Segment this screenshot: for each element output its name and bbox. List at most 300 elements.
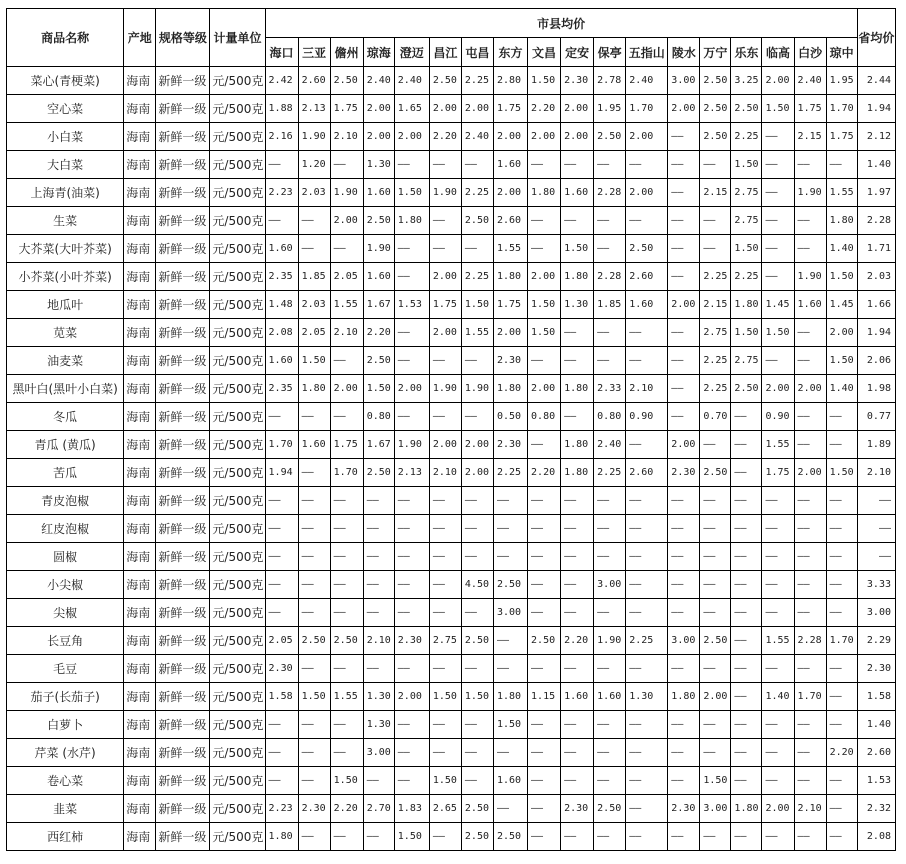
- city-price-cell: ——: [594, 515, 626, 543]
- city-price-cell: ——: [668, 543, 700, 571]
- city-price-cell: ——: [794, 207, 826, 235]
- city-price-cell: 2.50: [731, 95, 762, 123]
- city-price-cell: 2.20: [826, 739, 857, 767]
- city-price-cell: ——: [561, 207, 594, 235]
- province-average-cell: 1.89: [857, 431, 895, 459]
- unit-cell: 元/500克: [210, 571, 265, 599]
- city-price-cell: ——: [626, 599, 668, 627]
- city-price-cell: 2.25: [461, 263, 493, 291]
- header-city: 文昌: [528, 38, 561, 67]
- origin-cell: 海南: [124, 627, 156, 655]
- city-price-cell: ——: [461, 711, 493, 739]
- city-price-cell: ——: [762, 179, 794, 207]
- city-price-cell: ——: [668, 599, 700, 627]
- city-price-cell: ——: [429, 823, 461, 851]
- city-price-cell: 2.40: [794, 67, 826, 95]
- city-price-cell: ——: [731, 431, 762, 459]
- city-price-cell: ——: [561, 515, 594, 543]
- city-price-cell: 2.25: [461, 67, 493, 95]
- city-price-cell: ——: [594, 235, 626, 263]
- city-price-cell: ——: [298, 599, 330, 627]
- city-price-cell: 2.50: [461, 207, 493, 235]
- city-price-cell: 2.10: [626, 375, 668, 403]
- city-price-cell: 2.30: [394, 627, 429, 655]
- city-price-cell: 1.50: [731, 319, 762, 347]
- city-price-cell: 2.25: [731, 263, 762, 291]
- city-price-cell: 1.80: [528, 179, 561, 207]
- city-price-cell: 1.67: [363, 431, 394, 459]
- city-price-cell: ——: [826, 151, 857, 179]
- province-average-cell: 1.98: [857, 375, 895, 403]
- city-price-cell: ——: [794, 347, 826, 375]
- city-price-cell: 2.50: [363, 459, 394, 487]
- city-price-cell: 2.20: [528, 459, 561, 487]
- city-price-cell: 1.55: [330, 291, 363, 319]
- city-price-cell: ——: [700, 151, 731, 179]
- origin-cell: 海南: [124, 459, 156, 487]
- grade-cell: 新鲜一级: [156, 123, 210, 151]
- city-price-cell: ——: [298, 515, 330, 543]
- grade-cell: 新鲜一级: [156, 319, 210, 347]
- city-price-cell: ——: [700, 599, 731, 627]
- city-price-cell: 1.70: [826, 95, 857, 123]
- table-row: [7, 767, 896, 795]
- table-row: [7, 571, 896, 599]
- city-price-cell: ——: [561, 739, 594, 767]
- unit-cell: 元/500克: [210, 95, 265, 123]
- city-price-cell: 1.60: [265, 235, 298, 263]
- unit-cell: 元/500克: [210, 67, 265, 95]
- city-price-cell: 1.65: [394, 95, 429, 123]
- city-price-cell: ——: [700, 487, 731, 515]
- header-city: 屯昌: [461, 38, 493, 67]
- city-price-cell: 2.50: [330, 627, 363, 655]
- unit-cell: 元/500克: [210, 487, 265, 515]
- city-price-cell: 1.90: [330, 179, 363, 207]
- city-price-cell: 2.00: [528, 375, 561, 403]
- city-price-cell: 2.10: [429, 459, 461, 487]
- city-price-cell: ——: [363, 487, 394, 515]
- product-name-cell: 圆椒: [7, 543, 124, 571]
- city-price-cell: ——: [265, 403, 298, 431]
- city-price-cell: 1.90: [363, 235, 394, 263]
- city-price-cell: 1.50: [826, 459, 857, 487]
- city-price-cell: 1.80: [394, 207, 429, 235]
- origin-cell: 海南: [124, 683, 156, 711]
- city-price-cell: ——: [626, 431, 668, 459]
- unit-cell: 元/500克: [210, 291, 265, 319]
- city-price-cell: 0.90: [762, 403, 794, 431]
- province-average-cell: 2.32: [857, 795, 895, 823]
- city-price-cell: ——: [626, 543, 668, 571]
- city-price-cell: ——: [394, 319, 429, 347]
- city-price-cell: 2.40: [394, 67, 429, 95]
- city-price-cell: 1.83: [394, 795, 429, 823]
- city-price-cell: ——: [528, 599, 561, 627]
- grade-cell: 新鲜一级: [156, 207, 210, 235]
- city-price-cell: 2.15: [700, 179, 731, 207]
- city-price-cell: 1.75: [330, 431, 363, 459]
- city-price-cell: ——: [826, 823, 857, 851]
- unit-cell: 元/500克: [210, 627, 265, 655]
- province-average-cell: 1.53: [857, 767, 895, 795]
- city-price-cell: ——: [731, 683, 762, 711]
- city-price-cell: ——: [626, 711, 668, 739]
- city-price-cell: ——: [794, 151, 826, 179]
- header-unit: 计量单位: [210, 9, 265, 67]
- origin-cell: 海南: [124, 515, 156, 543]
- city-price-cell: ——: [700, 543, 731, 571]
- city-price-cell: ——: [826, 711, 857, 739]
- city-price-cell: 2.03: [298, 179, 330, 207]
- product-name-cell: 大白菜: [7, 151, 124, 179]
- city-price-cell: ——: [731, 627, 762, 655]
- city-price-cell: 1.53: [394, 291, 429, 319]
- origin-cell: 海南: [124, 123, 156, 151]
- city-price-cell: ——: [429, 599, 461, 627]
- city-price-cell: ——: [330, 151, 363, 179]
- city-price-cell: ——: [626, 207, 668, 235]
- header-city: 海口: [265, 38, 298, 67]
- city-price-cell: ——: [461, 515, 493, 543]
- city-price-cell: 1.50: [731, 235, 762, 263]
- city-price-cell: 1.30: [561, 291, 594, 319]
- city-price-cell: ——: [700, 235, 731, 263]
- city-price-cell: 2.50: [594, 795, 626, 823]
- grade-cell: 新鲜一级: [156, 235, 210, 263]
- city-price-cell: 2.50: [731, 375, 762, 403]
- city-price-cell: ——: [594, 319, 626, 347]
- city-price-cell: 1.90: [594, 627, 626, 655]
- unit-cell: 元/500克: [210, 263, 265, 291]
- city-price-cell: ——: [363, 823, 394, 851]
- table-row: [7, 347, 896, 375]
- grade-cell: 新鲜一级: [156, 823, 210, 851]
- city-price-cell: 0.80: [363, 403, 394, 431]
- province-average-cell: 1.40: [857, 711, 895, 739]
- province-average-cell: 2.60: [857, 739, 895, 767]
- city-price-cell: 1.88: [265, 95, 298, 123]
- city-price-cell: ——: [762, 235, 794, 263]
- city-price-cell: ——: [429, 347, 461, 375]
- origin-cell: 海南: [124, 375, 156, 403]
- city-price-cell: ——: [794, 543, 826, 571]
- city-price-cell: 2.25: [626, 627, 668, 655]
- city-price-cell: 2.00: [394, 123, 429, 151]
- city-price-cell: 2.75: [700, 319, 731, 347]
- city-price-cell: ——: [528, 515, 561, 543]
- city-price-cell: ——: [493, 515, 527, 543]
- city-price-cell: 2.00: [528, 123, 561, 151]
- header-city: 临高: [762, 38, 794, 67]
- product-name-cell: 生菜: [7, 207, 124, 235]
- city-price-cell: 2.00: [429, 319, 461, 347]
- unit-cell: 元/500克: [210, 235, 265, 263]
- city-price-cell: ——: [794, 515, 826, 543]
- grade-cell: 新鲜一级: [156, 487, 210, 515]
- city-price-cell: ——: [794, 767, 826, 795]
- table-row: [7, 599, 896, 627]
- city-price-cell: 3.00: [700, 795, 731, 823]
- province-average-cell: 2.03: [857, 263, 895, 291]
- city-price-cell: 1.95: [594, 95, 626, 123]
- city-price-cell: 2.65: [429, 795, 461, 823]
- province-average-cell: 1.94: [857, 95, 895, 123]
- city-price-cell: 1.40: [826, 235, 857, 263]
- city-price-cell: 2.60: [298, 67, 330, 95]
- city-price-cell: ——: [826, 543, 857, 571]
- city-price-cell: ——: [826, 515, 857, 543]
- city-price-cell: 2.28: [794, 627, 826, 655]
- city-price-cell: ——: [330, 599, 363, 627]
- city-price-cell: ——: [626, 515, 668, 543]
- city-price-cell: ——: [493, 739, 527, 767]
- city-price-cell: 2.25: [461, 179, 493, 207]
- city-price-cell: 3.00: [594, 571, 626, 599]
- origin-cell: 海南: [124, 543, 156, 571]
- grade-cell: 新鲜一级: [156, 459, 210, 487]
- city-price-cell: ——: [394, 487, 429, 515]
- city-price-cell: 1.45: [762, 291, 794, 319]
- city-price-cell: 2.00: [626, 123, 668, 151]
- city-price-cell: 1.90: [461, 375, 493, 403]
- city-price-cell: ——: [265, 487, 298, 515]
- city-price-cell: ——: [794, 403, 826, 431]
- city-price-cell: 2.30: [298, 795, 330, 823]
- city-price-cell: 2.50: [700, 459, 731, 487]
- city-price-cell: 2.00: [363, 95, 394, 123]
- header-city: 乐东: [731, 38, 762, 67]
- city-price-cell: ——: [528, 823, 561, 851]
- city-price-cell: 2.40: [594, 431, 626, 459]
- city-price-cell: 1.80: [561, 459, 594, 487]
- city-price-cell: ——: [762, 207, 794, 235]
- city-price-cell: ——: [794, 431, 826, 459]
- city-price-cell: 2.25: [700, 375, 731, 403]
- city-price-cell: 2.20: [561, 627, 594, 655]
- unit-cell: 元/500克: [210, 403, 265, 431]
- city-price-cell: ——: [762, 347, 794, 375]
- city-price-cell: ——: [298, 207, 330, 235]
- city-price-cell: 2.00: [493, 123, 527, 151]
- product-name-cell: 上海青(油菜): [7, 179, 124, 207]
- city-price-cell: 2.42: [265, 67, 298, 95]
- grade-cell: 新鲜一级: [156, 627, 210, 655]
- city-price-cell: 2.75: [731, 179, 762, 207]
- city-price-cell: 2.00: [461, 459, 493, 487]
- city-price-cell: 2.00: [700, 683, 731, 711]
- city-price-cell: ——: [668, 347, 700, 375]
- city-price-cell: ——: [429, 739, 461, 767]
- city-price-cell: ——: [363, 571, 394, 599]
- city-price-cell: 1.50: [561, 235, 594, 263]
- city-price-cell: 1.50: [363, 375, 394, 403]
- province-average-cell: 2.12: [857, 123, 895, 151]
- city-price-cell: 1.80: [561, 375, 594, 403]
- city-price-cell: ——: [493, 795, 527, 823]
- city-price-cell: 1.45: [826, 291, 857, 319]
- province-average-cell: 1.66: [857, 291, 895, 319]
- city-price-cell: 2.20: [528, 95, 561, 123]
- origin-cell: 海南: [124, 711, 156, 739]
- city-price-cell: ——: [561, 767, 594, 795]
- city-price-cell: 1.85: [298, 263, 330, 291]
- city-price-cell: 3.00: [493, 599, 527, 627]
- grade-cell: 新鲜一级: [156, 767, 210, 795]
- city-price-cell: ——: [826, 683, 857, 711]
- city-price-cell: ——: [731, 599, 762, 627]
- product-name-cell: 韭菜: [7, 795, 124, 823]
- city-price-cell: 1.80: [298, 375, 330, 403]
- city-price-cell: ——: [700, 207, 731, 235]
- header-city: 保亭: [594, 38, 626, 67]
- city-price-cell: ——: [594, 151, 626, 179]
- city-price-cell: 1.50: [493, 711, 527, 739]
- price-table: [6, 8, 896, 851]
- origin-cell: 海南: [124, 571, 156, 599]
- province-average-cell: 1.58: [857, 683, 895, 711]
- city-price-cell: ——: [528, 767, 561, 795]
- city-price-cell: 2.15: [700, 291, 731, 319]
- city-price-cell: 2.28: [594, 263, 626, 291]
- city-price-cell: 1.75: [762, 459, 794, 487]
- city-price-cell: 1.20: [298, 151, 330, 179]
- city-price-cell: 2.20: [429, 123, 461, 151]
- city-price-cell: ——: [668, 207, 700, 235]
- city-price-cell: ——: [762, 767, 794, 795]
- city-price-cell: ——: [461, 151, 493, 179]
- city-price-cell: ——: [330, 487, 363, 515]
- city-price-cell: ——: [561, 487, 594, 515]
- city-price-cell: 3.25: [731, 67, 762, 95]
- city-price-cell: 2.13: [298, 95, 330, 123]
- city-price-cell: 1.50: [461, 683, 493, 711]
- city-price-cell: 2.50: [493, 571, 527, 599]
- city-price-cell: ——: [528, 235, 561, 263]
- city-price-cell: ——: [762, 151, 794, 179]
- city-price-cell: ——: [762, 571, 794, 599]
- city-price-cell: 2.23: [265, 179, 298, 207]
- city-price-cell: ——: [826, 403, 857, 431]
- city-price-cell: 1.50: [528, 319, 561, 347]
- city-price-cell: ——: [594, 207, 626, 235]
- city-price-cell: 2.25: [700, 263, 731, 291]
- city-price-cell: ——: [626, 823, 668, 851]
- unit-cell: 元/500克: [210, 683, 265, 711]
- city-price-cell: ——: [826, 487, 857, 515]
- product-name-cell: 青皮泡椒: [7, 487, 124, 515]
- city-price-cell: ——: [298, 767, 330, 795]
- city-price-cell: 1.60: [594, 683, 626, 711]
- origin-cell: 海南: [124, 795, 156, 823]
- city-price-cell: ——: [330, 515, 363, 543]
- unit-cell: 元/500克: [210, 431, 265, 459]
- city-price-cell: 1.50: [394, 823, 429, 851]
- header-city: 澄迈: [394, 38, 429, 67]
- product-name-cell: 苋菜: [7, 319, 124, 347]
- city-price-cell: ——: [668, 123, 700, 151]
- city-price-cell: 2.75: [429, 627, 461, 655]
- city-price-cell: ——: [429, 515, 461, 543]
- city-price-cell: ——: [265, 599, 298, 627]
- table-row: [7, 543, 896, 571]
- city-price-cell: 2.40: [461, 123, 493, 151]
- city-price-cell: ——: [594, 347, 626, 375]
- city-price-cell: ——: [594, 739, 626, 767]
- city-price-cell: ——: [461, 543, 493, 571]
- product-name-cell: 白萝卜: [7, 711, 124, 739]
- unit-cell: 元/500克: [210, 767, 265, 795]
- table-row: [7, 627, 896, 655]
- city-price-cell: ——: [298, 543, 330, 571]
- city-price-cell: ——: [561, 571, 594, 599]
- city-price-cell: ——: [429, 711, 461, 739]
- city-price-cell: 0.80: [528, 403, 561, 431]
- city-price-cell: ——: [330, 543, 363, 571]
- city-price-cell: 2.00: [794, 459, 826, 487]
- city-price-cell: 2.00: [561, 95, 594, 123]
- city-price-cell: ——: [762, 123, 794, 151]
- city-price-cell: 1.90: [794, 179, 826, 207]
- city-price-cell: ——: [298, 739, 330, 767]
- city-price-cell: ——: [493, 627, 527, 655]
- unit-cell: 元/500克: [210, 179, 265, 207]
- grade-cell: 新鲜一级: [156, 571, 210, 599]
- city-price-cell: ——: [265, 711, 298, 739]
- province-average-cell: 3.33: [857, 571, 895, 599]
- city-price-cell: 2.00: [794, 375, 826, 403]
- unit-cell: 元/500克: [210, 347, 265, 375]
- unit-cell: 元/500克: [210, 543, 265, 571]
- city-price-cell: 1.50: [330, 767, 363, 795]
- city-price-cell: 2.50: [700, 67, 731, 95]
- city-price-cell: ——: [461, 739, 493, 767]
- city-price-cell: 1.55: [493, 235, 527, 263]
- city-price-cell: 2.10: [794, 795, 826, 823]
- city-price-cell: 2.50: [363, 207, 394, 235]
- city-price-cell: 1.55: [826, 179, 857, 207]
- product-name-cell: 大芥菜(大叶芥菜): [7, 235, 124, 263]
- city-price-cell: ——: [794, 319, 826, 347]
- city-price-cell: 0.70: [700, 403, 731, 431]
- city-price-cell: 2.50: [528, 627, 561, 655]
- city-price-cell: ——: [429, 235, 461, 263]
- city-price-cell: 1.30: [626, 683, 668, 711]
- city-price-cell: 1.75: [429, 291, 461, 319]
- city-price-cell: ——: [594, 655, 626, 683]
- city-price-cell: ——: [528, 711, 561, 739]
- city-price-cell: ——: [668, 767, 700, 795]
- city-price-cell: 2.40: [363, 67, 394, 95]
- table-row: [7, 95, 896, 123]
- city-price-cell: ——: [528, 487, 561, 515]
- city-price-cell: 2.75: [731, 207, 762, 235]
- city-price-cell: 2.00: [429, 263, 461, 291]
- city-price-cell: ——: [561, 403, 594, 431]
- city-price-cell: 2.25: [700, 347, 731, 375]
- table-row: [7, 739, 896, 767]
- product-name-cell: 黑叶白(黑叶小白菜): [7, 375, 124, 403]
- product-name-cell: 红皮泡椒: [7, 515, 124, 543]
- city-price-cell: ——: [394, 739, 429, 767]
- city-price-cell: 1.75: [826, 123, 857, 151]
- city-price-cell: 1.70: [265, 431, 298, 459]
- origin-cell: 海南: [124, 319, 156, 347]
- city-price-cell: ——: [561, 711, 594, 739]
- origin-cell: 海南: [124, 179, 156, 207]
- table-row: [7, 291, 896, 319]
- city-price-cell: ——: [700, 739, 731, 767]
